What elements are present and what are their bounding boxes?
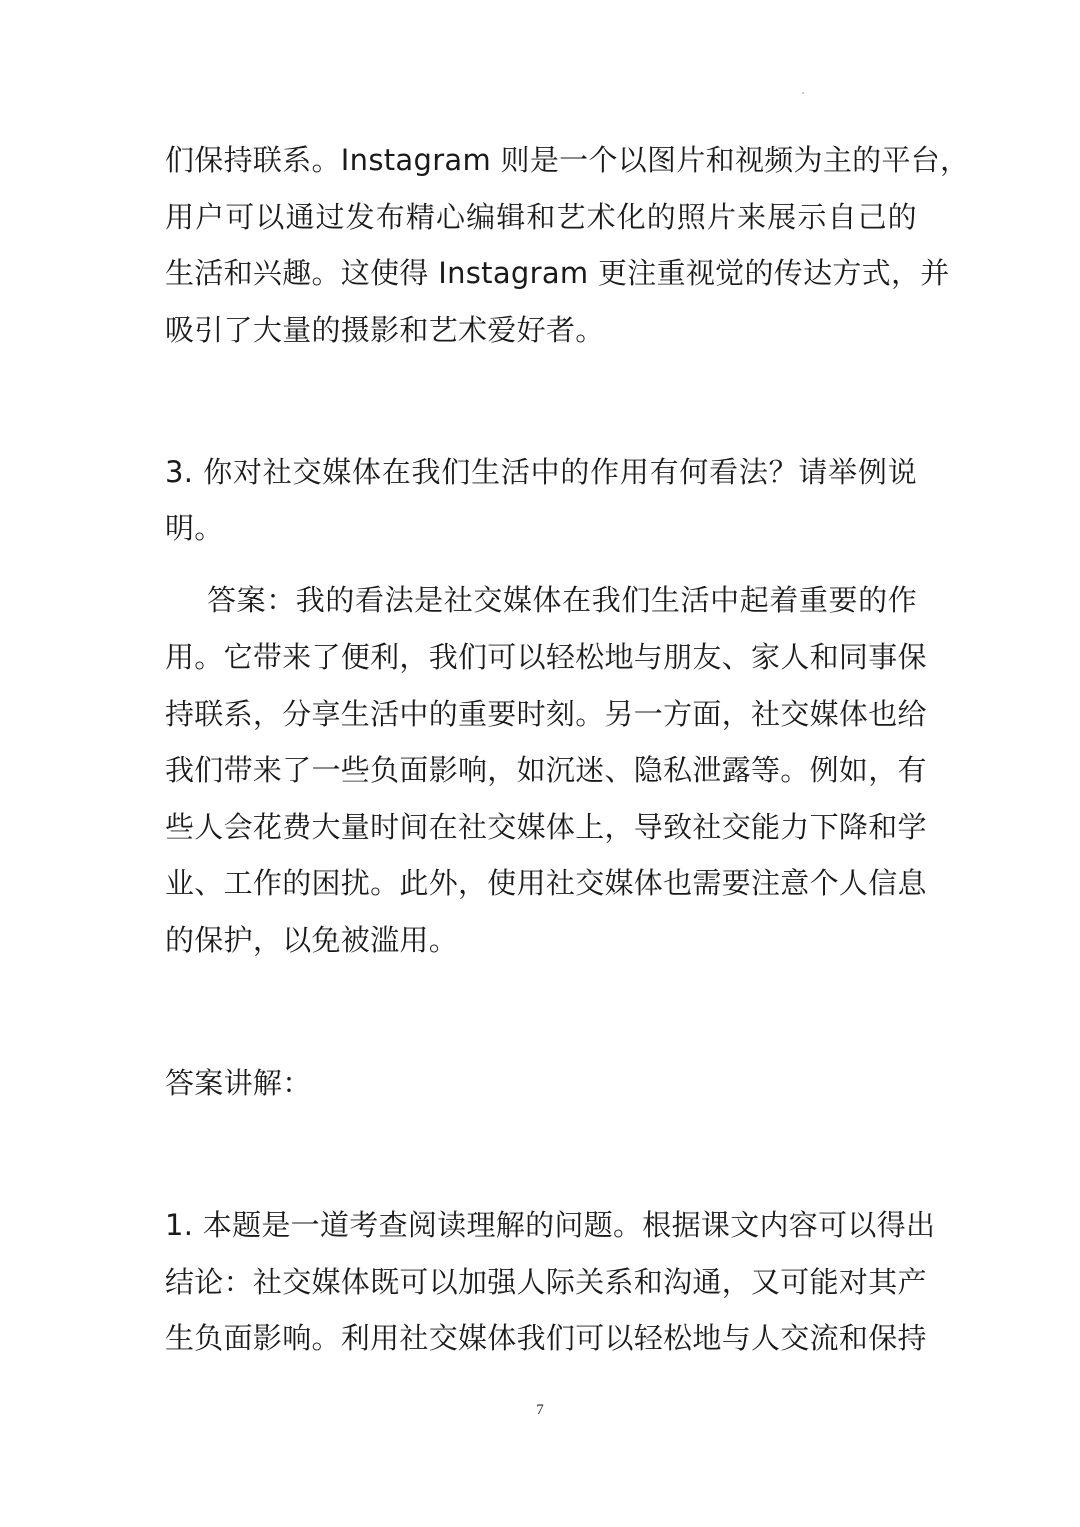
scan-speck: [802, 92, 804, 94]
text-line: 生活和兴趣。这使得 Instagram 更注重视觉的传达方式，并: [165, 256, 950, 290]
explanation-heading: 答案讲解：: [165, 1066, 312, 1100]
text-line: 吸引了大量的摄影和艺术爱好者。: [165, 313, 605, 347]
answer-line: 的保护，以免被滥用。: [165, 923, 459, 957]
answer-line: 业、工作的困扰。此外，使用社交媒体也需要注意个人信息: [165, 866, 927, 900]
answer-line: 我们带来了一些负面影响，如沉迷、隐私泄露等。例如，有: [165, 753, 927, 787]
text-line: 们保持联系。Instagram 则是一个以图片和视频为主的平台，: [165, 143, 970, 177]
answer-line: 持联系，分享生活中的重要时刻。另一方面，社交媒体也给: [165, 697, 927, 731]
explanation-line: 结论：社交媒体既可以加强人际关系和沟通，又可能对其产: [165, 1265, 927, 1299]
explanation-line: 生负面影响。利用社交媒体我们可以轻松地与人交流和保持: [165, 1321, 927, 1355]
page-number: 7: [536, 1402, 544, 1418]
answer-line: 答案：我的看法是社交媒体在我们生活中起着重要的作: [207, 583, 917, 617]
question-line: 明。: [165, 511, 224, 545]
answer-line: 些人会花费大量时间在社交媒体上，导致社交能力下降和学: [165, 810, 927, 844]
question-line: 3. 你对社交媒体在我们生活中的作用有何看法？请举例说: [165, 455, 917, 489]
text-line: 用户可以通过发布精心编辑和艺术化的照片来展示自己的: [165, 200, 917, 234]
explanation-line: 1. 本题是一道考查阅读理解的问题。根据课文内容可以得出: [165, 1208, 936, 1242]
answer-line: 用。它带来了便利，我们可以轻松地与朋友、家人和同事保: [165, 640, 927, 674]
